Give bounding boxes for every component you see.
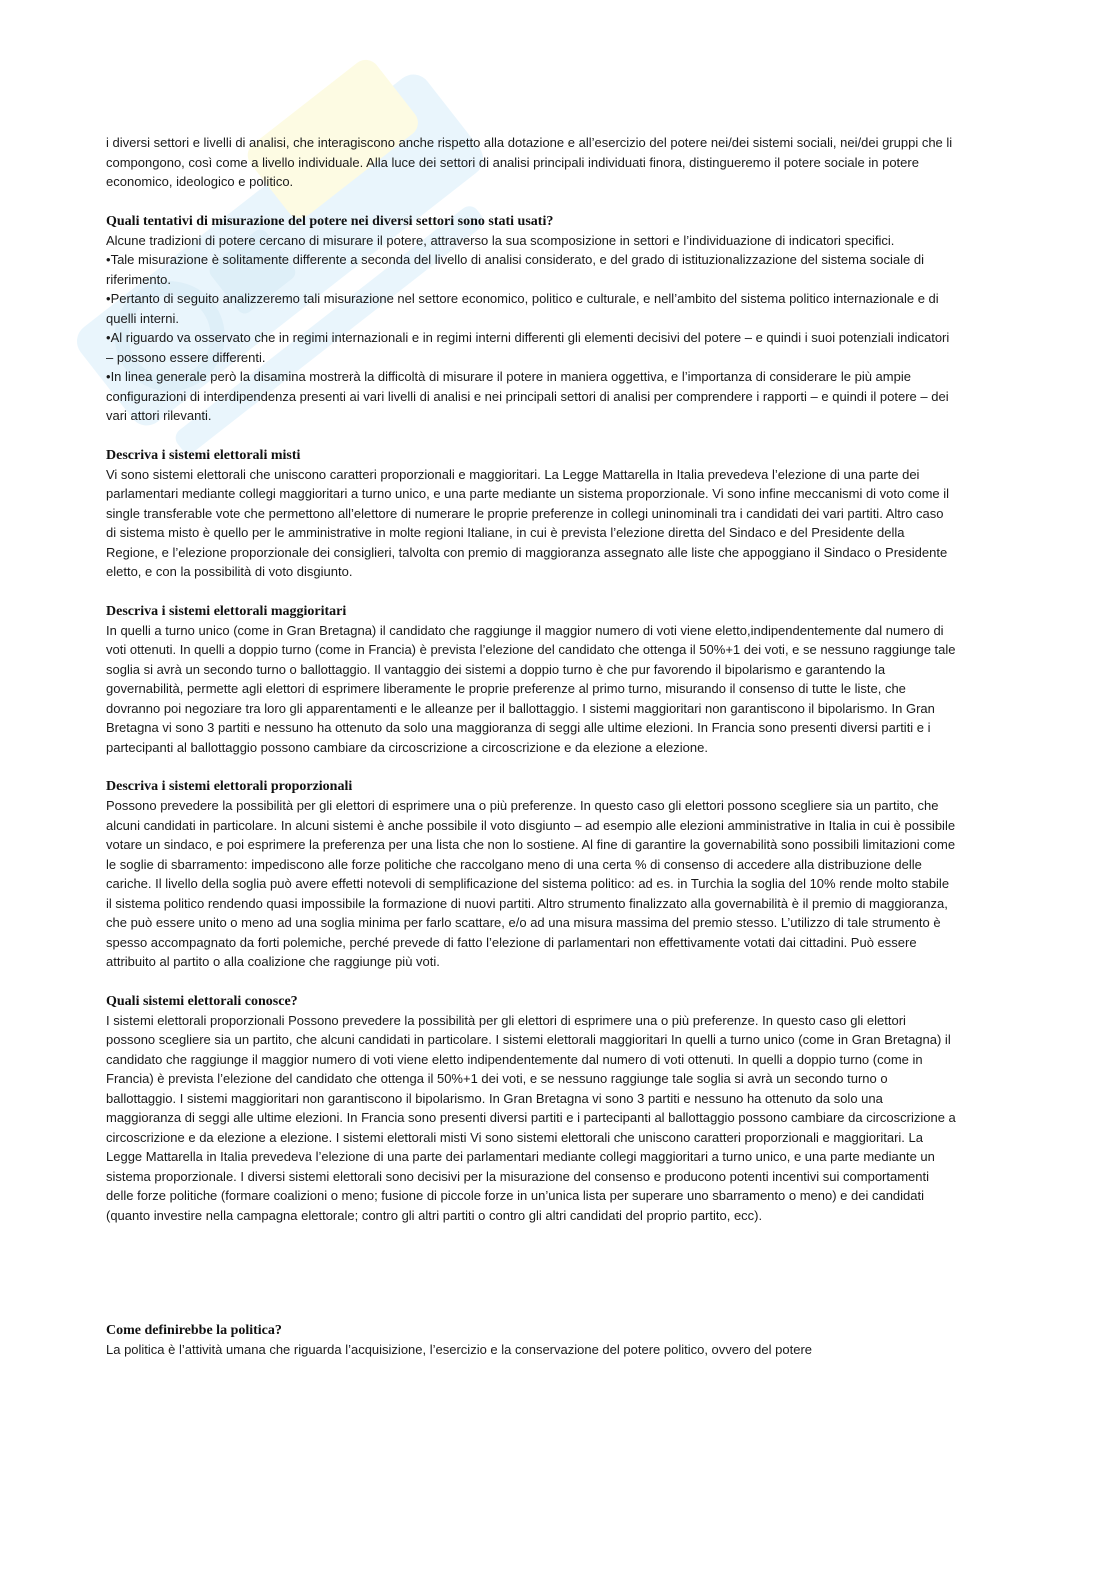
section-body: La politica è l’attività umana che riguarda l’acquisizione, l’esercizio e la conservazione del potere politico, ovvero del potere — [106, 1342, 813, 1357]
section-heading: Descriva i sistemi elettorali misti — [106, 447, 301, 463]
section-known-systems — [106, 992, 956, 1226]
bullet-item: • In linea generale però la disamina mostrerà la difficoltà di misurare il potere in maniera oggettiva, e l’importanza di considerare le più ampie configurazioni di interdipendenza presenti ai vari livelli di analisi e nei principali settori di analisi per comprendere i rapporti – e quindi il potere – dei vari attori rilevanti. — [106, 367, 956, 426]
bullet-list — [106, 250, 956, 426]
section-heading: Quali tentativi di misurazione del potere nei diversi settori sono stati usati? — [106, 213, 554, 229]
section-body: In quelli a turno unico (come in Gran Bretagna) il candidato che raggiunge il maggior numero di voti viene eletto,indipendentemente dal numero di voti ottenuti. In quelli a doppio turno (come in Francia) è prevista l’elezione del candidato che ottenga il 50%+1 dei voti, e se nessuno raggiunge tale soglia si avrà un secondo turno o ballottaggio. Il vantaggio dei sistemi a doppio turno è che pur favorendo il bipolarismo e garantendo la governabilità, permette agli elettori di esprimere liberamente le proprie preferenze al primo turno, misurando il consenso di tutte le liste, che dovranno poi negoziare tra loro gli apparentamenti e le alleanze per il ballottaggio. I sistemi maggioritari non garantiscono il bipolarismo. In Gran Bretagna vi sono 3 partiti e nessuno ha ottenuto da solo una maggioranza di seggi alle ultime elezioni. In Francia sono presenti diversi partiti e i partecipanti al ballottaggio possono cambiare da circoscrizione a circoscrizione e da elezione a elezione. — [106, 622, 956, 755]
section-body: Alcune tradizioni di potere cercano di misurare il potere, attraverso la sua scomposizione in settori e l’individuazione di indicatori specifici. — [106, 232, 895, 248]
section-heading: Quali sistemi elettorali conosce? — [106, 993, 298, 1009]
section-politics-definition — [106, 1321, 956, 1360]
intro-paragraph: i diversi settori e livelli di analisi, che interagiscono anche rispetto alla dotazione e all’esercizio del potere nei/dei sistemi sociali, nei/dei gruppi che li compongono, così come a livello individuale. Alla luce dei settori di analisi principali individuati finora, distingueremo il potere sociale in potere economico, ideologico e politico. — [106, 135, 953, 189]
section-heading: Descriva i sistemi elettorali maggioritari — [106, 603, 347, 619]
bullet-item: • Pertanto di seguito analizzeremo tali misurazione nel settore economico, politico e culturale, e nell’ambito del sistema politico internazionale e di quelli interni. — [106, 289, 956, 328]
section-heading: Descriva i sistemi elettorali proporzionali — [106, 779, 353, 794]
section-body: I sistemi elettorali proporzionali Possono prevedere la possibilità per gli elettori di esprimere una o più preferenze. In questo caso gli elettori possono scegliere sia un partito, che alcuni candidati in particolare. I sistemi elettorali maggioritari In quelli a turno unico (come in Gran Bretagna) il candidato che raggiunge il maggior numero di voti viene eletto indipendentemente dal numero di voti ottenuti. In quelli a doppio turno (come in Francia) è prevista l’elezione del candidato che ottenga il 50%+1 dei voti, e se nessuno raggiunge tale soglia si avrà un secondo turno o ballottaggio. I sistemi maggioritari non garantiscono il bipolarismo. In Gran Bretagna vi sono 3 partiti e nessuno ha ottenuto da solo una maggioranza di seggi alle ultime elezioni. In Francia sono presenti diversi partiti e i partecipanti al ballottaggio possono cambiare da circoscrizione a circoscrizione e da elezione a elezione. I sistemi elettorali misti Vi sono sistemi elettorali che uniscono caratteri proporzionali e maggioritari. La Legge Mattarella in Italia prevedeva l’elezione di una parte dei parlamentari mediante collegi maggioritari a turno unico, e una parte mediante un sistema proporzionale. I diversi sistemi elettorali sono decisivi per la misurazione del consenso e producono potenti incentivi sui comportamenti delle forze politiche (formare coalizioni o meno; fusione di piccole forze in un’unica lista per superare uno sbarramento o meno) e dei candidati (quanto investire nella campagna elettorale; contro gli altri partiti o contro gli altri candidati del proprio partito, ecc). — [106, 1012, 956, 1223]
blank-gap — [106, 1225, 956, 1301]
bullet-item: • Al riguardo va osservato che in regimi internazionali e in regimi interni differenti gli elementi decisivi del potere – e quindi i suoi potenziali indicatori – possono essere differenti. — [106, 328, 956, 367]
section-body: Possono prevedere la possibilità per gli elettori di esprimere una o più preferenze. In questo caso gli elettori possono scegliere sia un partito, che alcuni candidati in particolare. In alcuni sistemi è anche possibile il voto disgiunto – ad esempio alle elezioni amministrative in Italia in cui è possibile votare un sindaco, e poi esprimere la preferenza per una lista che non lo sostiene. Al fine di garantire la governabilità sono possibili limitazioni come le soglie di sbarramento: impediscono alle forze politiche che raccolgano meno di una certa % di consenso di accedere alla distribuzione delle cariche. Il livello della soglia può avere effetti notevoli di semplificazione del sistema politico: ad es. in Turchia la soglia del 10% rende molto stabile il sistema politico rendendo quasi impossibile la formazione di nuovi partiti. Altro strumento finalizzato alla governabilità è il premio di maggioranza, che può essere unito o meno ad una soglia minima per farlo scattare, e/o ad una misura massima del premio stesso. L’utilizzo di tale strumento è spesso accompagnato da forti polemiche, perché prevede di fatto l’elezione di parlamentari non effettivamente votati dai cittadini. Può essere attribuito al partito o alla coalizione che raggiunge più voti. — [106, 798, 956, 969]
section-heading: Come definirebbe la politica? — [106, 1323, 282, 1338]
document-page — [106, 133, 956, 1360]
bullet-item: • Tale misurazione è solitamente differente a seconda del livello di analisi considerato, e del grado di istituzionalizzazione del sistema sociale di riferimento. — [106, 250, 956, 289]
section-body: Vi sono sistemi elettorali che uniscono caratteri proporzionali e maggioritari. La Legge Mattarella in Italia prevedeva l’elezione di una parte dei parlamentari mediante collegi maggioritari a turno unico, e una parte mediante un sistema proporzionale. Vi sono infine meccanismi di voto come il single transferable vote che permettono all’elettore di numerare le proprie preferenze in collegi uninominali tra i candidati dei vari partiti. Altro caso di sistema misto è quello per le amministrative in molte regioni Italiane, in cui è prevista l’elezione diretta del Sindaco e del Presidente della Regione, e l’elezione proporzionale dei consiglieri, talvolta con premio di maggioranza assegnato alle liste che appoggiano il Sindaco o Presidente eletto, e con la possibilità di voto disgiunto. — [106, 466, 950, 579]
section-majoritarian-systems — [106, 602, 956, 758]
section-mixed-systems — [106, 446, 956, 582]
section-power-measurement — [106, 212, 956, 426]
section-proportional-systems — [106, 777, 956, 972]
